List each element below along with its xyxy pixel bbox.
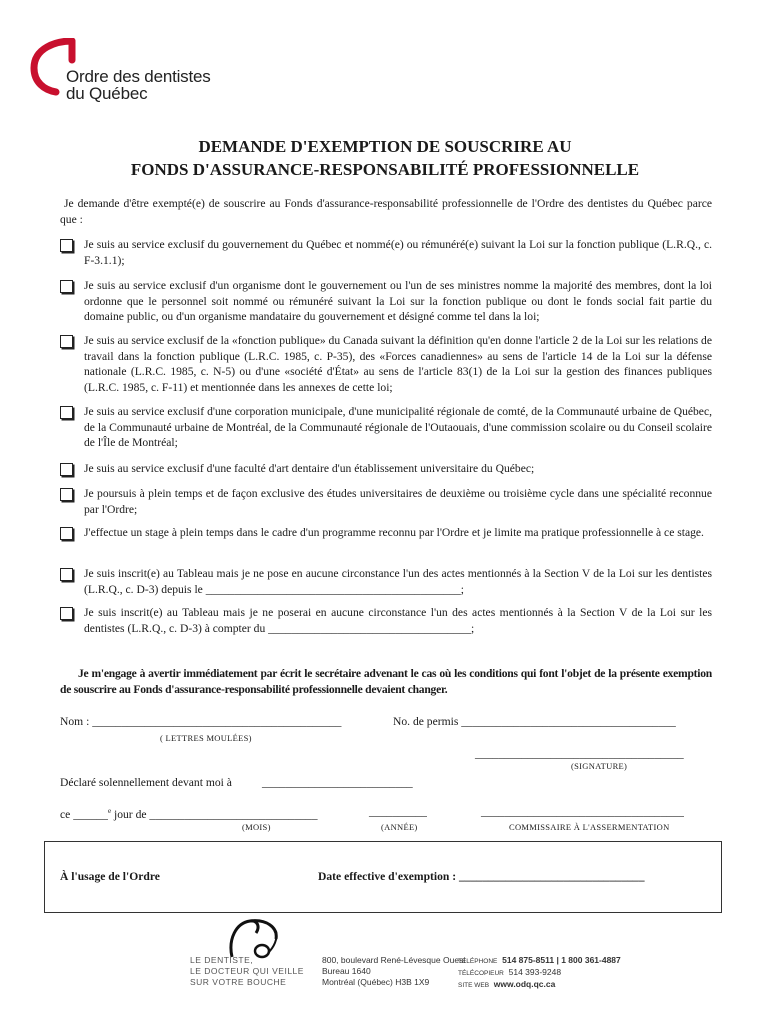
option-checkbox[interactable] [60, 488, 73, 501]
block-letters-caption: ( LETTRES MOULÉES) [160, 733, 252, 743]
option-text: Je suis au service exclusif d'un organisme dont le gouvernement ou l'un de ses ministres nomme la majorité des membres, dont la loi ordonne que le personnel soit nommé ou rémunéré suivant la Loi sur la fonction publique ou dont le fonds social fait partie du domaine public, ou d'un organisme mandataire du gouvernement et désigné comme tel dans la loi; [84, 279, 712, 323]
office-use-label: À l'usage de l'Ordre [60, 870, 160, 883]
address-line: Bureau 1640 [322, 966, 371, 976]
commissioner-caption: COMMISSAIRE À L'ASSERMENTATION [509, 822, 670, 832]
slogan-line: LE DOCTEUR QUI VEILLE [190, 966, 304, 976]
option-checkbox[interactable] [60, 568, 73, 581]
option-text: Je poursuis à plein temps et de façon exclusive des études universitaires de deuxième ou troisième cycle dans une spécialité reconnue par l'Ordre; [84, 487, 712, 516]
month-caption: (MOIS) [242, 822, 271, 832]
option-checkbox[interactable] [60, 607, 73, 620]
option-text: Je suis au service exclusif du gouvernement du Québec et nommé(e) ou rémunéré(e) suivant la Loi sur la fonction publique (L.R.Q., c. F-3.1.1); [84, 238, 712, 267]
web-link[interactable]: www.odq.qc.ca [493, 979, 556, 989]
day-prefix: ce ______ [60, 807, 108, 821]
fax-value: 514 393-9248 [508, 967, 562, 977]
option-checkbox[interactable] [60, 280, 73, 293]
option-text: Je suis inscrit(e) au Tableau mais je ne pose en aucune circonstance l'un des actes mentionnés à la Section V de la Loi sur les dentistes (L.R.Q., c. D-3) depuis le ____________________________________________; [84, 567, 712, 596]
commissioner-field[interactable]: ___________________________________ [481, 805, 684, 818]
name-field[interactable]: Nom : ___________________________________________ [60, 715, 342, 728]
address-line: Montréal (Québec) H3B 1X9 [322, 977, 430, 987]
intro-text: Je demande d'être exempté(e) de souscrire au Fonds d'assurance-responsabilité professionnelle de l'Ordre des dentistes du Québec parce que : [60, 197, 712, 226]
option-checkbox[interactable] [60, 406, 73, 419]
signature-field[interactable]: ____________________________________ [475, 747, 684, 760]
slogan-line: SUR VOTRE BOUCHE [190, 977, 287, 987]
effective-date-field[interactable]: Date effective d'exemption : ________________________________ [318, 870, 645, 883]
option-checkbox[interactable] [60, 239, 73, 252]
option-checkbox[interactable] [60, 335, 73, 348]
org-name-line2: du Québec [66, 84, 148, 103]
option-text: Je suis au service exclusif de la «fonction publique» du Canada suivant la définition qu'en donne l'article 2 de la Loi sur les relations de travail dans la fonction publique (L.R.C. 1985, c. P-35), des «Forces canadiennes» au sens de l'article 14 de la Loi sur la défense nationale (L.R.C. 1985, c. N-5) ou d'une «société d'État» au sens de l'article 83(1) de la Loi sur la gestion des finances publiques (L.R.C. 1985, c. F-11) et mentionnée dans les annexes de cette loi; [84, 334, 712, 394]
option-checkbox[interactable] [60, 463, 73, 476]
slogan-line: LE DENTISTE, [190, 955, 254, 965]
option-text: Je suis inscrit(e) au Tableau mais je ne poserai en aucune circonstance l'un des actes mentionnés à la Section V de la Loi sur les dentistes (L.R.Q., c. D-3) à compter du ___________________________________; [84, 606, 712, 635]
day-superscript: e [107, 807, 112, 815]
web-label: SITE WEB [458, 982, 490, 989]
option-text: Je suis au service exclusif d'une faculté d'art dentaire d'un établissement universitaire du Québec; [84, 462, 535, 475]
option-text: Je suis au service exclusif d'une corporation municipale, d'une municipalité régionale de comté, de la Communauté urbaine de Québec, de la Communauté urbaine de Montréal, de la Communauté régionale de l'Outaouais, d'une commission scolaire ou du Conseil scolaire de l'Île de Montréal; [84, 405, 712, 449]
odq-logo [26, 38, 226, 103]
fax-label: TÉLÉCOPIEUR [458, 970, 504, 977]
footer-contact [458, 955, 621, 991]
commitment-text: Je m'engage à avertir immédiatement par écrit le secrétaire advenant le cas où les conditions qui font l'objet de la présente exemption de souscrire au Fonds d'assurance-responsabilité professionnelle devaient changer. [60, 667, 712, 696]
month-suffix: jour de _____________________________ [111, 807, 318, 821]
declared-place-field[interactable]: __________________________ [262, 776, 413, 789]
page-title-line2: FONDS D'ASSURANCE-RESPONSABILITÉ PROFESSIONNELLE [130, 160, 640, 179]
phone-label: TÉLÉPHONE [458, 958, 498, 965]
page-title-line1: DEMANDE D'EXEMPTION DE SOUSCRIRE AU [198, 137, 572, 156]
day-month-field[interactable] [60, 804, 318, 822]
year-field[interactable]: __________ [369, 805, 427, 818]
option-text: J'effectue un stage à plein temps dans le cadre d'un programme reconnu par l'Ordre et je limite ma pratique professionnelle à ce stage. [84, 526, 704, 539]
year-caption: (ANNÉE) [381, 822, 418, 832]
footer-address [322, 955, 466, 988]
signature-caption: (SIGNATURE) [571, 761, 628, 771]
address-line: 800, boulevard René-Lévesque Ouest [322, 955, 466, 965]
org-name-line1: Ordre des dentistes [66, 67, 211, 86]
declared-label: Déclaré solennellement devant moi à [60, 776, 232, 789]
license-number-field[interactable]: No. de permis _____________________________________ [393, 715, 676, 728]
option-checkbox[interactable] [60, 527, 73, 540]
phone-value: 514 875-8511 | 1 800 361-4887 [502, 955, 621, 965]
footer-slogan [190, 955, 304, 988]
